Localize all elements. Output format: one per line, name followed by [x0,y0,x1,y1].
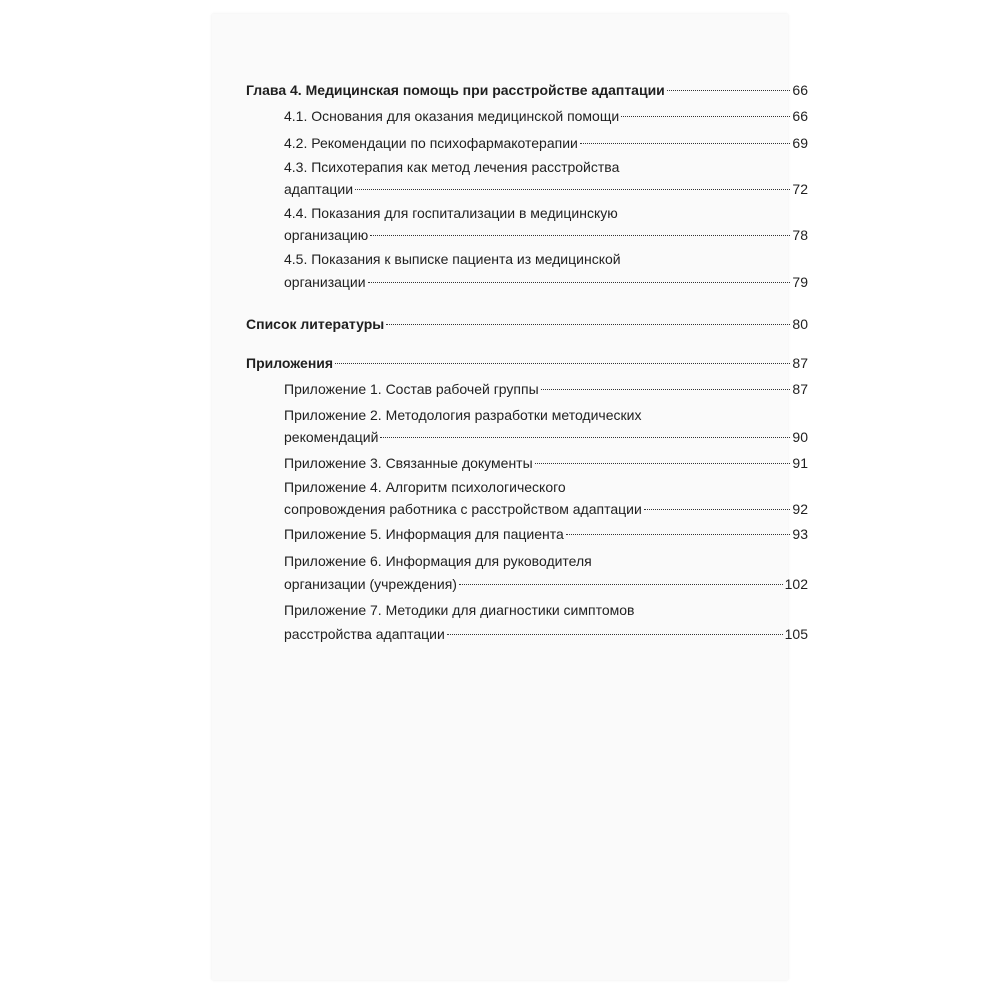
dot-leader [667,90,791,91]
book-page: ‌‌‌‌ Глава 4. Медицинская помощь при расстройстве адаптации 66 4.1. Основания для оказания медицинской помощи 66 4.2. Рекомендации по психофармакотерапии 69 4.3. Психотерапия как метод лечения расстройства адаптации 72 4.4. Показания для госпитализации в медицинскую организацию 78 4.5. Показания к выписке пациента из медицинской организации 79 Список литературы 80 Приложения 87 Приложение 1. Состав рабочей группы 87 Приложение 2. Методология разработки методических рекомендаций 90 Приложение 3. Связанные документы 91 Приложение 4. Алгоритм психологического сопровождения работника с расстройством адаптации 92 Приложение 5. Информация для пациента 93 Приложение 6. Информация для руководителя организации (учреждения) 102 Приложение 7. Методики для диагностики симптомов расстройства адаптации 105 [212,14,788,980]
toc-entry-page: 90 [792,429,808,445]
dot-leader [459,584,783,585]
toc-entry-label: Приложение 7. Методики для диагностики симптомов [284,602,635,618]
toc-entry-label: Приложение 6. Информация для руководителя [284,553,592,569]
toc-entry-page: 87 [792,355,808,371]
dot-leader [566,534,791,535]
toc-entry-label: Приложение 5. Информация для пациента [284,526,564,542]
toc-entry-appendices[interactable] [246,355,808,381]
toc-entry-label-continued: организации [284,274,366,290]
dot-leader [355,189,790,190]
toc-entry-label: 4.2. Рекомендации по психофармакотерапии [284,135,578,151]
toc-entry-page: 105 [784,626,808,642]
dot-leader [644,509,791,510]
toc-entry-label: 4.4. Показания для госпитализации в медицинскую [284,205,618,221]
toc-entry-label: 4.1. Основания для оказания медицинской помощи [284,108,620,124]
dot-leader [368,282,791,283]
toc-entry-chapter-4[interactable] [246,82,808,108]
toc-entry-label: Список литературы [246,316,385,332]
toc-entry-page: 69 [792,135,808,151]
toc-entry-page: 91 [792,455,808,471]
toc-entry-label-continued: расстройства адаптации [284,626,445,642]
toc-entry-page: 92 [792,501,808,517]
toc-entry-label: Приложение 4. Алгоритм психологического [284,479,566,495]
toc-entry-label-continued: организацию [284,227,369,243]
dot-leader [580,143,791,144]
toc-entry-label: Приложение 3. Связанные документы [284,455,533,471]
toc-entry-page: 102 [784,576,808,592]
toc-entry-page: 72 [792,181,808,197]
toc-entry-label: Приложение 2. Методология разработки методических [284,407,642,423]
toc-entry-4-2[interactable] [284,135,808,161]
toc-entry-label-continued: организации (учреждения) [284,576,457,592]
toc-entry-label: Приложение 1. Состав рабочей группы [284,381,539,397]
toc-entry-label-continued: сопровождения работника с расстройством адаптации [284,501,642,517]
toc-entry-page: 80 [792,316,808,332]
toc-entry-page: 66 [792,108,808,124]
toc-entry-4-1[interactable] [284,108,808,134]
dot-leader [386,324,790,325]
toc-entry-appendix-3[interactable] [284,455,808,481]
dot-leader [541,389,791,390]
toc-entry-page: 93 [792,526,808,542]
dot-leader [335,363,790,364]
toc-entry-references[interactable] [246,316,808,342]
dot-leader [621,116,790,117]
toc-entry-label-continued: рекомендаций [284,429,379,445]
dot-leader [535,463,791,464]
toc-entry-page: 66 [792,82,808,98]
toc-entry-label: 4.3. Психотерапия как метод лечения расстройства [284,159,620,175]
dot-leader [380,437,790,438]
toc-entry-label: Приложения [246,355,334,371]
toc-entry-page: 78 [792,227,808,243]
toc-entry-appendix-5[interactable] [284,526,808,552]
toc-entry-label-continued: адаптации [284,181,354,197]
dot-leader [370,235,790,236]
toc-entry-page: 87 [792,381,808,397]
toc-entry-label: Глава 4. Медицинская помощь при расстройстве адаптации [246,82,665,98]
toc-entry-label: 4.5. Показания к выписке пациента из медицинской [284,251,621,267]
toc-entry-page: 79 [792,274,808,290]
dot-leader [447,634,783,635]
toc-entry-appendix-1[interactable] [284,381,808,407]
